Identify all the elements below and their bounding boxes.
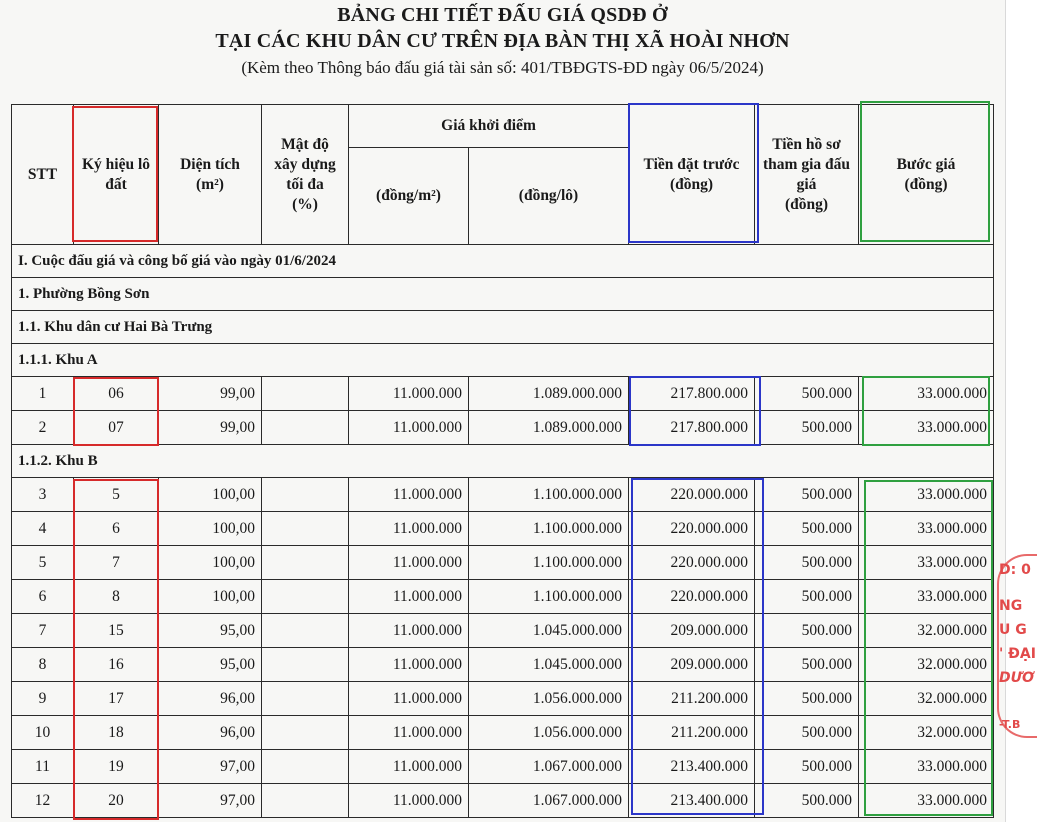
cell-gia-m2: 11.000.000 [349, 784, 469, 818]
table-row [12, 716, 994, 750]
cell-tien-dat-truoc: 220.000.000 [629, 546, 755, 580]
cell-gia-m2: 11.000.000 [349, 682, 469, 716]
header-buoc-gia-unit: (đồng) [904, 175, 948, 193]
cell-tien-ho-so: 500.000 [755, 478, 859, 512]
cell-gia-m2: 11.000.000 [349, 512, 469, 546]
cell-gia-m2: 11.000.000 [349, 580, 469, 614]
cell-gia-lo: 1.100.000.000 [469, 512, 629, 546]
cell-buoc-gia: 32.000.000 [859, 716, 994, 750]
cell-ky-hieu: 06 [74, 377, 159, 411]
section-heading: 1.1.2. Khu B [12, 445, 994, 478]
table-row [12, 750, 994, 784]
cell-ky-hieu: 5 [74, 478, 159, 512]
header-tien-dat-truoc-unit: (đồng) [669, 175, 714, 193]
cell-dien-tich: 100,00 [159, 546, 262, 580]
cell-tien-dat-truoc: 220.000.000 [629, 580, 755, 614]
cell-buoc-gia: 32.000.000 [859, 648, 994, 682]
stamp-text: -T.B [999, 718, 1021, 731]
cell-gia-lo: 1.089.000.000 [469, 411, 629, 445]
cell-stt: 5 [12, 546, 74, 580]
cell-tien-dat-truoc: 213.400.000 [629, 784, 755, 818]
header-tien-dat-truoc [629, 105, 755, 245]
section-heading: 1. Phường Bồng Sơn [12, 278, 994, 311]
cell-buoc-gia: 32.000.000 [859, 682, 994, 716]
header-mat-do-label: Mật độ xây dựng tối đa [274, 135, 336, 193]
cell-mat-do [262, 784, 349, 818]
cell-tien-ho-so: 500.000 [755, 614, 859, 648]
header-gia-khoi-diem: Giá khởi điểm [349, 105, 629, 148]
cell-stt: 11 [12, 750, 74, 784]
header-gia-m2: (đồng/m²) [349, 148, 469, 245]
cell-tien-ho-so: 500.000 [755, 546, 859, 580]
cell-tien-dat-truoc: 220.000.000 [629, 478, 755, 512]
cell-buoc-gia: 33.000.000 [859, 546, 994, 580]
cell-mat-do [262, 614, 349, 648]
cell-mat-do [262, 580, 349, 614]
cell-mat-do [262, 377, 349, 411]
cell-gia-lo: 1.045.000.000 [469, 614, 629, 648]
rows-khu-b [12, 478, 994, 818]
cell-stt: 7 [12, 614, 74, 648]
cell-ky-hieu: 20 [74, 784, 159, 818]
stamp-text: D: 0 [999, 562, 1031, 578]
cell-stt: 2 [12, 411, 74, 445]
cell-buoc-gia: 33.000.000 [859, 411, 994, 445]
cell-dien-tich: 96,00 [159, 716, 262, 750]
cell-mat-do [262, 512, 349, 546]
section-heading: 1.1. Khu dân cư Hai Bà Trưng [12, 311, 994, 344]
cell-mat-do [262, 478, 349, 512]
cell-tien-ho-so: 500.000 [755, 682, 859, 716]
table-row [12, 784, 994, 818]
cell-tien-dat-truoc: 211.200.000 [629, 682, 755, 716]
cell-tien-ho-so: 500.000 [755, 580, 859, 614]
header-stt: STT [12, 105, 74, 245]
cell-stt: 8 [12, 648, 74, 682]
cell-stt: 1 [12, 377, 74, 411]
cell-gia-m2: 11.000.000 [349, 750, 469, 784]
cell-gia-lo: 1.089.000.000 [469, 377, 629, 411]
section-heading: I. Cuộc đấu giá và công bố giá vào ngày 01/6/2024 [12, 245, 994, 278]
cell-dien-tich: 97,00 [159, 784, 262, 818]
cell-tien-ho-so: 500.000 [755, 784, 859, 818]
header-tien-dat-truoc-label: Tiền đặt trước [643, 155, 740, 173]
cell-stt: 9 [12, 682, 74, 716]
header-gia-lo: (đồng/lô) [469, 148, 629, 245]
cell-gia-m2: 11.000.000 [349, 411, 469, 445]
document-subtitle: (Kèm theo Thông báo đấu giá tài sản số: 401/TBĐGTS-ĐD ngày 06/5/2024) [241, 58, 764, 77]
cell-ky-hieu: 8 [74, 580, 159, 614]
cell-dien-tich: 99,00 [159, 411, 262, 445]
cell-ky-hieu: 7 [74, 546, 159, 580]
cell-stt: 10 [12, 716, 74, 750]
table-row [12, 614, 994, 648]
cell-ky-hieu: 16 [74, 648, 159, 682]
cell-ky-hieu: 19 [74, 750, 159, 784]
cell-buoc-gia: 33.000.000 [859, 750, 994, 784]
cell-gia-m2: 11.000.000 [349, 478, 469, 512]
header-buoc-gia-label: Bước giá [896, 155, 956, 173]
cell-dien-tich: 100,00 [159, 580, 262, 614]
cell-buoc-gia: 33.000.000 [859, 377, 994, 411]
cell-buoc-gia: 33.000.000 [859, 478, 994, 512]
table-row [12, 546, 994, 580]
cell-gia-m2: 11.000.000 [349, 648, 469, 682]
table-row [12, 682, 994, 716]
cell-tien-ho-so: 500.000 [755, 411, 859, 445]
cell-mat-do [262, 682, 349, 716]
cell-stt: 3 [12, 478, 74, 512]
cell-mat-do [262, 546, 349, 580]
cell-buoc-gia: 32.000.000 [859, 614, 994, 648]
header-tien-ho-so [755, 105, 859, 245]
cell-gia-m2: 11.000.000 [349, 377, 469, 411]
cell-gia-m2: 11.000.000 [349, 716, 469, 750]
cell-ky-hieu: 15 [74, 614, 159, 648]
cell-stt: 6 [12, 580, 74, 614]
header-buoc-gia [859, 105, 994, 245]
cell-tien-ho-so: 500.000 [755, 750, 859, 784]
header-dien-tich-label: Diện tích [180, 155, 240, 173]
header-tien-ho-so-label: Tiền hồ sơ tham gia đấu giá [763, 135, 850, 193]
table-row [12, 377, 994, 411]
cell-mat-do [262, 411, 349, 445]
cell-gia-lo: 1.045.000.000 [469, 648, 629, 682]
table-row [12, 411, 994, 445]
cell-buoc-gia: 33.000.000 [859, 512, 994, 546]
cell-gia-lo: 1.067.000.000 [469, 750, 629, 784]
stamp-text: ' ĐẠI [999, 646, 1036, 662]
cell-dien-tich: 95,00 [159, 614, 262, 648]
header-dien-tich [159, 105, 262, 245]
cell-gia-lo: 1.100.000.000 [469, 478, 629, 512]
table-row [12, 478, 994, 512]
cell-stt: 4 [12, 512, 74, 546]
cell-dien-tich: 95,00 [159, 648, 262, 682]
cell-ky-hieu: 17 [74, 682, 159, 716]
cell-tien-dat-truoc: 217.800.000 [629, 411, 755, 445]
header-mat-do-unit: (%) [292, 195, 318, 213]
cell-gia-lo: 1.100.000.000 [469, 580, 629, 614]
cell-tien-dat-truoc: 217.800.000 [629, 377, 755, 411]
cell-mat-do [262, 716, 349, 750]
stamp-text: U G [999, 622, 1027, 638]
cell-ky-hieu: 07 [74, 411, 159, 445]
cell-dien-tich: 100,00 [159, 478, 262, 512]
header-mat-do [262, 105, 349, 245]
header-dien-tich-unit: (m²) [196, 175, 224, 193]
cell-tien-ho-so: 500.000 [755, 648, 859, 682]
cell-dien-tich: 100,00 [159, 512, 262, 546]
cell-gia-lo: 1.056.000.000 [469, 682, 629, 716]
cell-buoc-gia: 33.000.000 [859, 784, 994, 818]
cell-buoc-gia: 33.000.000 [859, 580, 994, 614]
header-tien-ho-so-unit: (đồng) [784, 195, 829, 213]
cell-ky-hieu: 18 [74, 716, 159, 750]
cell-mat-do [262, 648, 349, 682]
auction-detail-table [11, 104, 994, 818]
cell-gia-lo: 1.056.000.000 [469, 716, 629, 750]
cell-dien-tich: 96,00 [159, 682, 262, 716]
section-heading: 1.1.1. Khu A [12, 344, 994, 377]
cell-tien-dat-truoc: 213.400.000 [629, 750, 755, 784]
cell-stt: 12 [12, 784, 74, 818]
red-seal-stamp [993, 540, 1037, 745]
document-title-line1: BẢNG CHI TIẾT ĐẤU GIÁ QSDĐ Ở [337, 4, 668, 26]
cell-tien-ho-so: 500.000 [755, 716, 859, 750]
document-title-line2: TẠI CÁC KHU DÂN CƯ TRÊN ĐỊA BÀN THỊ XÃ HOÀI NHƠN [215, 30, 790, 52]
rows-khu-a [12, 377, 994, 445]
cell-mat-do [262, 750, 349, 784]
cell-ky-hieu: 6 [74, 512, 159, 546]
header-ky-hieu: Ký hiệu lô đất [74, 105, 159, 245]
cell-gia-lo: 1.067.000.000 [469, 784, 629, 818]
cell-tien-dat-truoc: 209.000.000 [629, 614, 755, 648]
cell-gia-lo: 1.100.000.000 [469, 546, 629, 580]
cell-tien-dat-truoc: 220.000.000 [629, 512, 755, 546]
cell-gia-m2: 11.000.000 [349, 546, 469, 580]
cell-tien-dat-truoc: 211.200.000 [629, 716, 755, 750]
cell-dien-tich: 97,00 [159, 750, 262, 784]
stamp-text: DƯƠ [999, 670, 1034, 686]
cell-tien-ho-so: 500.000 [755, 377, 859, 411]
table-row [12, 580, 994, 614]
cell-tien-ho-so: 500.000 [755, 512, 859, 546]
cell-gia-m2: 11.000.000 [349, 614, 469, 648]
cell-dien-tich: 99,00 [159, 377, 262, 411]
cell-tien-dat-truoc: 209.000.000 [629, 648, 755, 682]
table-row [12, 512, 994, 546]
table-row [12, 648, 994, 682]
stamp-text: NG [999, 598, 1023, 614]
